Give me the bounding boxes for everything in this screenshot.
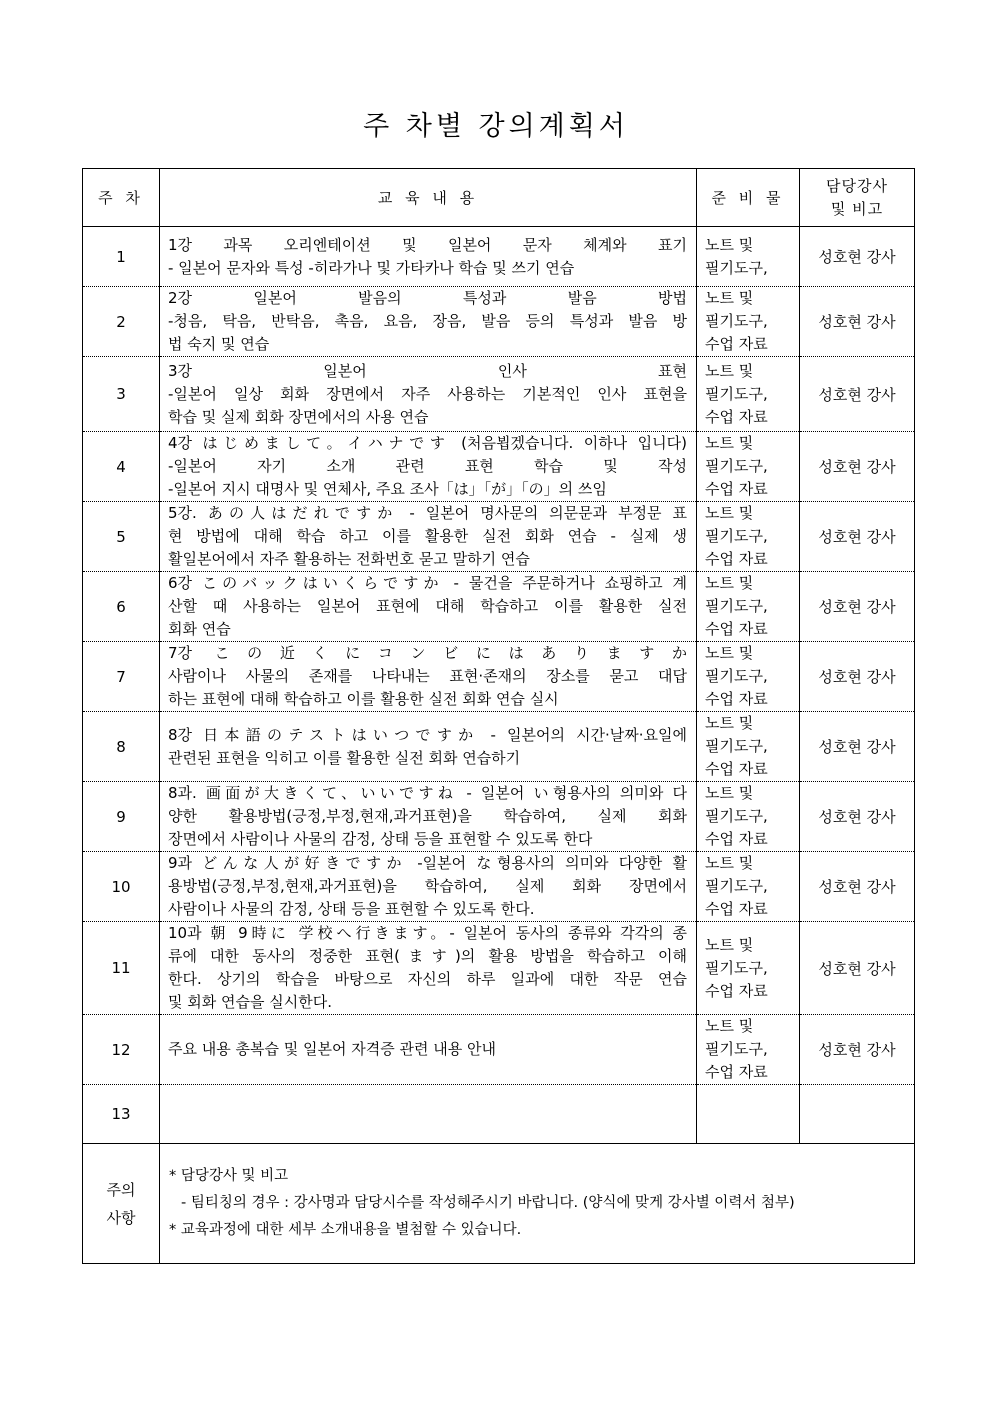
content-line: 한다. 상기의 학습을 바탕으로 자신의 하루 일과에 대한 작문 연습: [168, 970, 687, 988]
instructor: 성호현 강사: [800, 852, 915, 922]
materials-line: 노트 및: [705, 935, 754, 954]
materials: [697, 922, 800, 1015]
instructor: 성호현 강사: [800, 1015, 915, 1085]
table-row: [83, 1015, 915, 1085]
header-instructor-l1: 담당강사: [826, 176, 888, 195]
header-content: 교 육 내 용: [160, 169, 697, 227]
content-line: 6강 このバックはいくらですか - 물건을 주문하거나 쇼핑하고 계: [168, 574, 687, 592]
materials-line: 노트 및: [705, 784, 754, 802]
materials-line: 수업 자료: [705, 900, 768, 918]
materials: [697, 852, 800, 922]
note-item: * 교육과정에 대한 세부 소개내용을 별첨할 수 있습니다.: [169, 1222, 522, 1238]
materials: [697, 227, 800, 287]
notes-label-l1: 주의: [106, 1180, 136, 1199]
materials: [697, 782, 800, 852]
week-number: 4: [83, 432, 160, 502]
materials: [697, 1015, 800, 1085]
materials-line: 필기도구,: [705, 737, 768, 755]
materials: [697, 642, 800, 712]
header-instructor: [800, 169, 915, 227]
lesson-content: [160, 357, 697, 432]
materials-line: 필기도구,: [705, 384, 768, 403]
week-number: 5: [83, 502, 160, 572]
materials-line: 필기도구,: [705, 258, 768, 277]
instructor: 성호현 강사: [800, 572, 915, 642]
materials-line: 필기도구,: [705, 597, 768, 615]
lesson-content: [160, 432, 697, 502]
materials-line: 필기도구,: [705, 667, 768, 685]
content-line: -일본어 일상 회화 장면에서 자주 사용하는 기본적인 인사 표현을: [168, 384, 687, 403]
week-number: 12: [83, 1015, 160, 1085]
page-title: 주 차별 강의계획서: [363, 111, 629, 142]
materials-line: 필기도구,: [705, 958, 768, 977]
content-line: 8과. 画面が大きくて、いいですね - 일본어 い형용사의 의미와 다: [168, 784, 687, 802]
instructor: 성호현 강사: [800, 712, 915, 782]
instructor: 성호현 강사: [800, 227, 915, 287]
content-line: 용방법(긍정,부정,현재,과거표현)을 학습하여, 실제 회화 장면에서: [168, 877, 687, 895]
lesson-content: [160, 1015, 697, 1085]
materials-line: 노트 및: [705, 361, 754, 380]
content-line: 류에 대한 동사의 정중한 표현(ます)의 활용 방법을 학습하고 이해: [168, 947, 687, 965]
table-row: [83, 572, 915, 642]
materials-line: 노트 및: [705, 714, 754, 732]
week-number: 6: [83, 572, 160, 642]
notes-label: [83, 1144, 160, 1264]
week-number: 9: [83, 782, 160, 852]
materials-line: 노트 및: [705, 644, 754, 662]
content-line: 하는 표현에 대해 학습하고 이를 활용한 실전 회화 연습 실시: [168, 690, 559, 708]
content-line: 산할 때 사용하는 일본어 표현에 대해 학습하고 이를 활용한 실전: [168, 597, 687, 615]
materials-line: 수업 자료: [705, 550, 768, 568]
materials-line: 필기도구,: [705, 1040, 768, 1058]
content-line: 1강 과목 오리엔테이션 및 일본어 문자 체계와 표기: [168, 235, 687, 254]
week-number: 3: [83, 357, 160, 432]
lesson-content: [160, 287, 697, 357]
materials-line: 노트 및: [705, 574, 754, 592]
header-week: 주 차: [83, 169, 160, 227]
instructor: 성호현 강사: [800, 922, 915, 1015]
materials-line: 노트 및: [705, 289, 754, 307]
week-number: 11: [83, 922, 160, 1015]
content-line: 법 숙지 및 연습: [168, 335, 270, 353]
materials-line: 수업 자료: [705, 830, 768, 848]
lesson-content: [160, 782, 697, 852]
header-prep: 준 비 물: [697, 169, 800, 227]
materials-line: 수업 자료: [705, 690, 768, 708]
content-line: 4강 はじめまして。イハナです (처음뵙겠습니다. 이하나 입니다): [168, 434, 687, 452]
lesson-content: [160, 502, 697, 572]
content-line: -일본어 지시 대명사 및 연체사, 주요 조사「は」「が」「の」의 쓰임: [168, 480, 607, 498]
instructor: 성호현 강사: [800, 287, 915, 357]
materials-line: 노트 및: [705, 854, 754, 872]
lesson-content: [160, 642, 697, 712]
materials-line: 수업 자료: [705, 1063, 768, 1081]
materials-line: 노트 및: [705, 434, 754, 452]
content-line: 7강 この近くにコンビにはありますか: [168, 644, 687, 662]
materials-line: 수업 자료: [705, 335, 768, 353]
materials: [697, 1085, 800, 1144]
week-number: 7: [83, 642, 160, 712]
materials: [697, 572, 800, 642]
materials: [697, 357, 800, 432]
content-line: 사람이나 사물의 감정, 상태 등을 표현할 수 있도록 한다.: [168, 900, 535, 918]
table-row: [83, 1085, 915, 1144]
notes-row: [83, 1144, 915, 1264]
materials-line: 필기도구,: [705, 312, 768, 330]
table-row: [83, 502, 915, 572]
materials-line: 수업 자료: [705, 480, 768, 498]
content-line: 관련된 표현을 익히고 이를 활용한 실전 회화 연습하기: [168, 748, 521, 767]
week-number: 1: [83, 227, 160, 287]
table-row: [83, 712, 915, 782]
lesson-content: [160, 852, 697, 922]
week-number: 2: [83, 287, 160, 357]
week-number: 13: [83, 1085, 160, 1144]
content-line: 주요 내용 총복습 및 일본어 자격증 관련 내용 안내: [168, 1040, 496, 1058]
instructor: 성호현 강사: [800, 642, 915, 712]
materials-line: 수업 자료: [705, 981, 768, 1000]
materials-line: 수업 자료: [705, 760, 768, 778]
lecture-plan-table: [82, 168, 915, 1264]
week-number: 8: [83, 712, 160, 782]
table-row: [83, 357, 915, 432]
table-row: [83, 432, 915, 502]
table-row: [83, 642, 915, 712]
materials: [697, 502, 800, 572]
content-line: 5강. あの人はだれですか - 일본어 명사문의 의문문과 부정문 표: [168, 504, 687, 522]
content-line: 사람이나 사물의 존재를 나타내는 표현·존재의 장소를 묻고 대답: [168, 667, 687, 685]
lesson-content: [160, 572, 697, 642]
materials: [697, 432, 800, 502]
content-line: 활일본어에서 자주 활용하는 전화번호 묻고 말하기 연습: [168, 550, 530, 568]
content-line: - 일본어 문자와 특성 -히라가나 및 가타카나 학습 및 쓰기 연습: [168, 258, 575, 277]
table-row: [83, 227, 915, 287]
notes-content: [160, 1144, 915, 1264]
materials: [697, 287, 800, 357]
table-row: [83, 922, 915, 1015]
instructor: 성호현 강사: [800, 502, 915, 572]
notes-label-l2: 사항: [106, 1208, 136, 1227]
content-line: 회화 연습: [168, 620, 231, 638]
materials-line: 노트 및: [705, 235, 754, 254]
materials-line: 수업 자료: [705, 620, 768, 638]
content-line: 2강 일본어 발음의 특성과 발음 방법: [168, 289, 687, 307]
instructor: 성호현 강사: [800, 432, 915, 502]
week-number: 10: [83, 852, 160, 922]
table-row: [83, 287, 915, 357]
content-line: 장면에서 사람이나 사물의 감정, 상태 등을 표현할 수 있도록 한다: [168, 830, 593, 848]
instructor: 성호현 강사: [800, 357, 915, 432]
materials-line: 필기도구,: [705, 807, 768, 825]
content-line: 9과 どんな人が好きですか -일본어 な형용사의 의미와 다양한 활: [168, 854, 687, 872]
content-line: 10과 朝 9時に 学校へ行きます。- 일본어 동사의 종류와 각각의 종: [168, 924, 687, 942]
materials-line: 노트 및: [705, 504, 754, 522]
instructor: [800, 1085, 915, 1144]
content-line: 3강 일본어 인사 표현: [168, 361, 687, 380]
materials-line: 필기도구,: [705, 457, 768, 475]
content-line: -일본어 자기 소개 관련 표현 학습 및 작성: [168, 457, 687, 475]
note-item: * 담당강사 및 비고: [169, 1168, 289, 1184]
lesson-content: [160, 1085, 697, 1144]
content-line: 학습 및 실제 회화 장면에서의 사용 연습: [168, 407, 429, 426]
header-instructor-l2: 및 비고: [830, 199, 884, 218]
note-item: - 팀티칭의 경우 : 강사명과 담당시수를 작성해주시기 바랍니다. (양식에 맞게 강사별 이력서 첨부): [181, 1195, 795, 1211]
materials-line: 필기도구,: [705, 527, 768, 545]
materials-line: 필기도구,: [705, 877, 768, 895]
materials: [697, 712, 800, 782]
content-line: 현 방법에 대해 학습 하고 이를 활용한 실전 회화 연습 - 실제 생: [168, 527, 687, 545]
lesson-content: [160, 922, 697, 1015]
table-row: [83, 852, 915, 922]
content-line: 8강 日本語のテストはいつですか - 일본어의 시간·날짜·요일에: [168, 725, 687, 744]
materials-line: 노트 및: [705, 1017, 754, 1035]
lesson-content: [160, 227, 697, 287]
header-row: [83, 169, 915, 227]
materials-line: 수업 자료: [705, 407, 768, 426]
content-line: -청음, 탁음, 반탁음, 촉음, 요음, 장음, 발음 등의 특성과 발음 방: [168, 312, 687, 330]
content-line: 및 회화 연습을 실시한다.: [168, 993, 332, 1011]
table-row: [83, 782, 915, 852]
lesson-content: [160, 712, 697, 782]
content-line: 양한 활용방법(긍정,부정,현재,과거표현)을 학습하여, 실제 회화: [168, 807, 687, 825]
instructor: 성호현 강사: [800, 782, 915, 852]
